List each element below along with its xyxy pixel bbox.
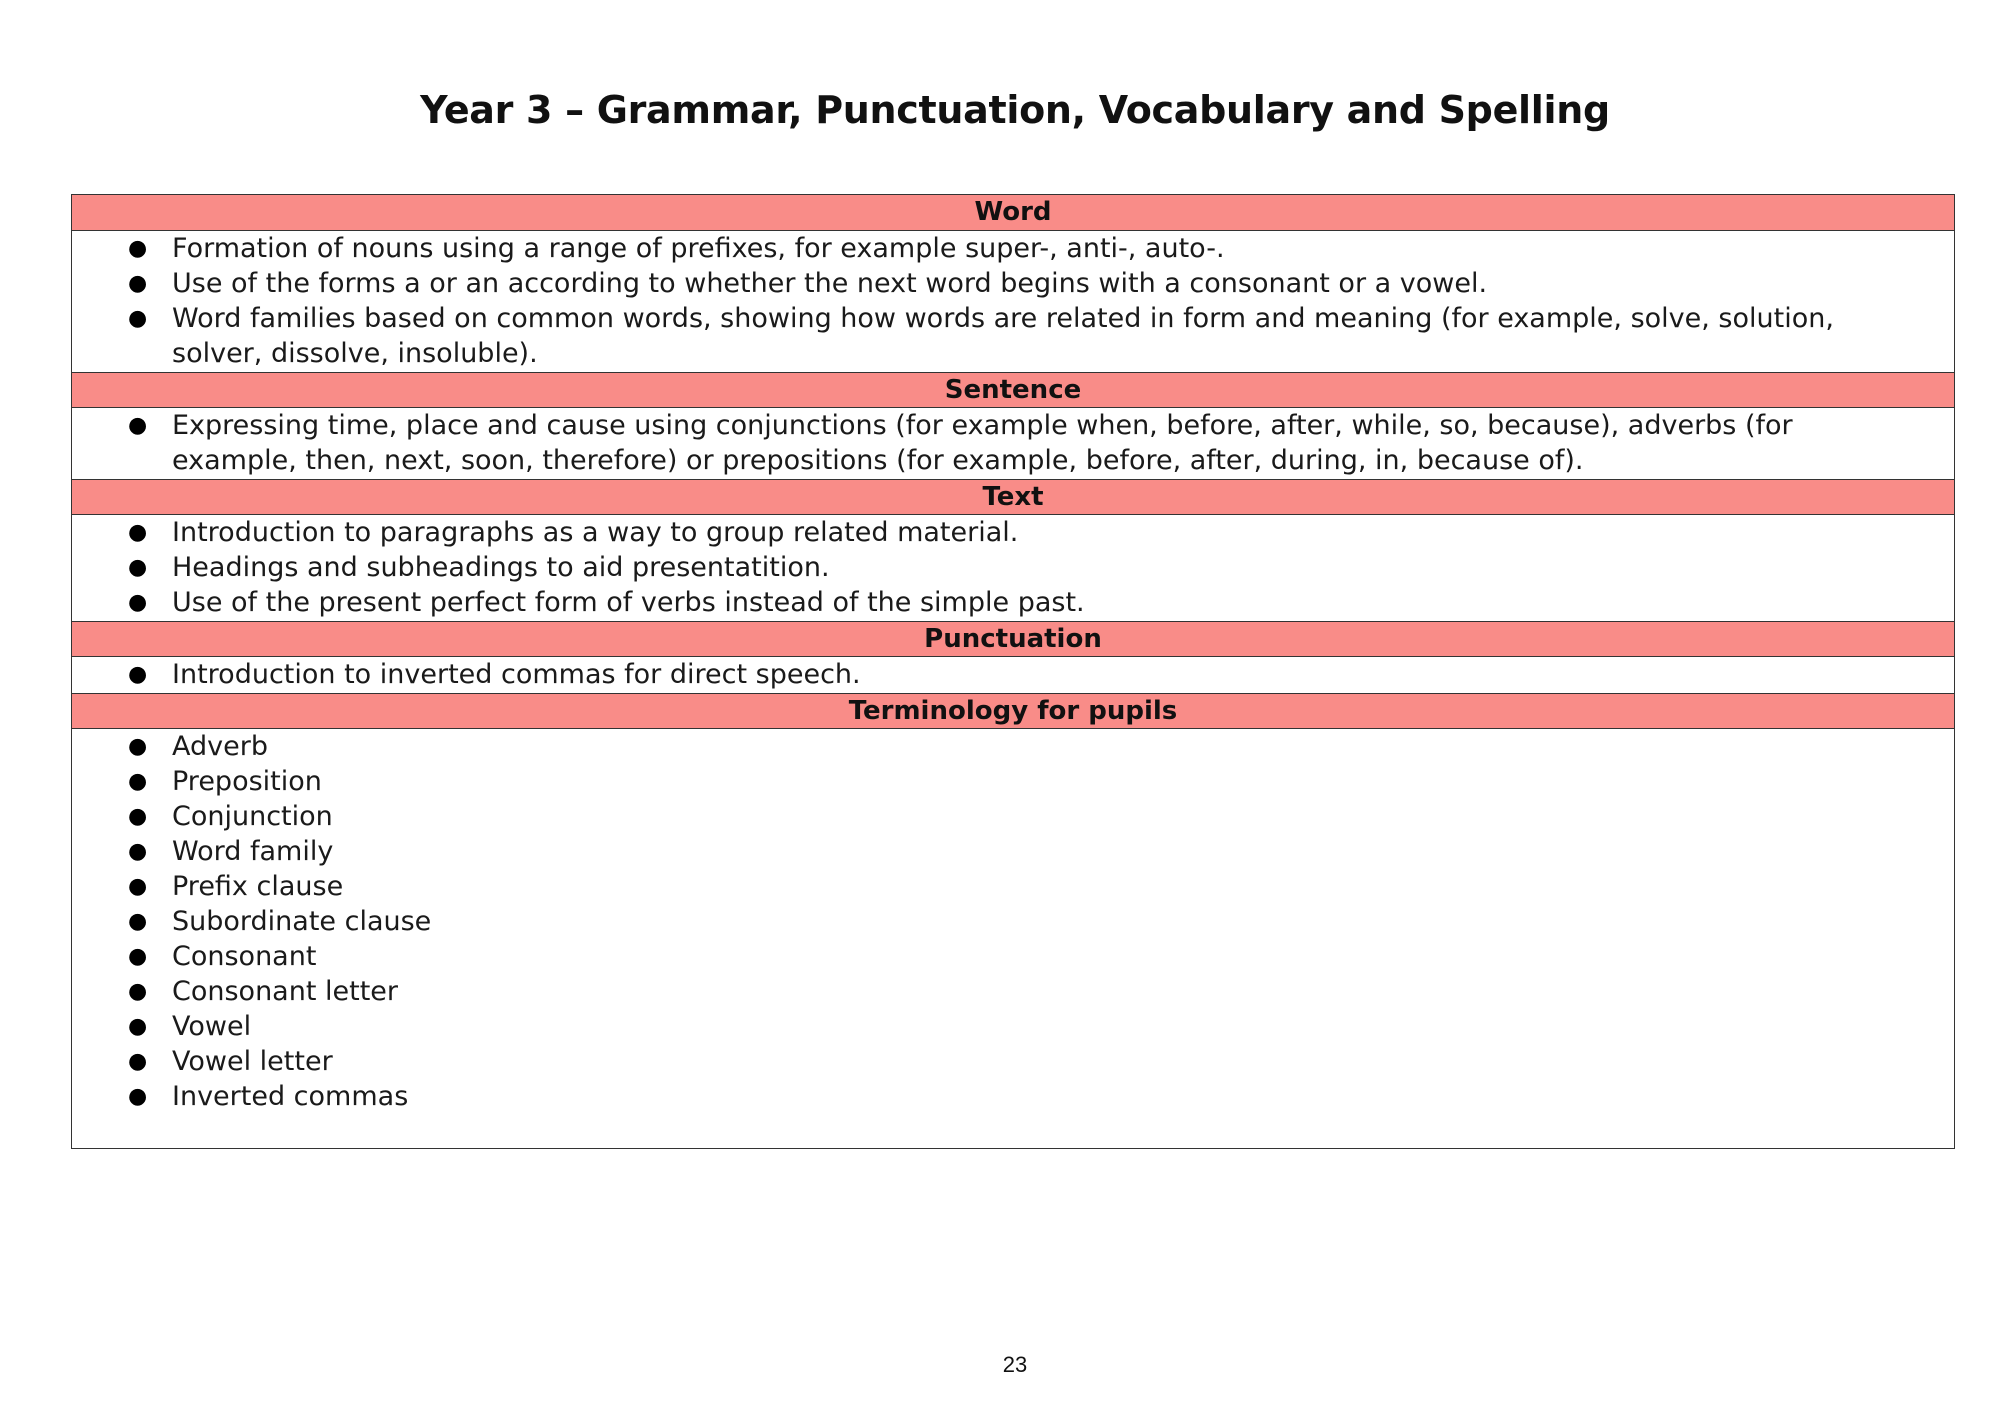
word-list bbox=[72, 231, 1954, 371]
list-item bbox=[72, 1079, 1954, 1114]
list-item-text: Use of the present perfect form of verbs instead of the simple past. bbox=[172, 587, 1085, 618]
list-item bbox=[72, 939, 1954, 974]
list-item-text: Subordinate clause bbox=[172, 906, 432, 937]
bullet-icon: ● bbox=[128, 769, 148, 794]
section-header-punctuation: Punctuation bbox=[72, 621, 1954, 656]
bullet-icon: ● bbox=[128, 1014, 148, 1039]
section-body-punctuation bbox=[72, 656, 1954, 693]
bullet-icon: ● bbox=[128, 590, 148, 615]
list-item bbox=[72, 974, 1954, 1009]
list-item-text: Preposition bbox=[172, 766, 322, 797]
list-item bbox=[72, 834, 1954, 869]
list-item-text: Prefix clause bbox=[172, 871, 344, 902]
list-item bbox=[72, 301, 1954, 371]
list-item-text: Word family bbox=[172, 836, 334, 867]
bullet-icon: ● bbox=[128, 520, 148, 545]
section-body-terminology bbox=[72, 728, 1954, 1148]
section-header-word: Word bbox=[72, 195, 1954, 230]
list-item-text: Expressing time, place and cause using conjunctions (for example when, before, after, while, so, because), adverbs (for example, then, next, soon, therefore) or prepositions (for example, before, after, during, in, because of). bbox=[172, 410, 1793, 476]
sentence-list bbox=[72, 408, 1954, 478]
bullet-icon: ● bbox=[128, 804, 148, 829]
terminology-list bbox=[72, 729, 1954, 1114]
list-item bbox=[72, 904, 1954, 939]
bullet-icon: ● bbox=[128, 1084, 148, 1109]
bullet-icon: ● bbox=[128, 413, 148, 438]
section-body-word bbox=[72, 230, 1954, 372]
list-item bbox=[72, 657, 1954, 692]
bullet-icon: ● bbox=[128, 944, 148, 969]
punctuation-list bbox=[72, 657, 1954, 692]
bullet-icon: ● bbox=[128, 236, 148, 261]
section-header-terminology: Terminology for pupils bbox=[72, 693, 1954, 728]
list-item-text: Conjunction bbox=[172, 801, 333, 832]
bullet-icon: ● bbox=[128, 1049, 148, 1074]
list-item-text: Introduction to paragraphs as a way to group related material. bbox=[172, 517, 1019, 548]
list-item-text: Vowel letter bbox=[172, 1046, 333, 1077]
list-item-text: Formation of nouns using a range of prefixes, for example super-, anti-, auto-. bbox=[172, 233, 1225, 264]
bullet-icon: ● bbox=[128, 271, 148, 296]
list-item bbox=[72, 550, 1954, 585]
section-body-text bbox=[72, 514, 1954, 621]
bullet-icon: ● bbox=[128, 979, 148, 1004]
list-item bbox=[72, 231, 1954, 266]
page-number: 23 bbox=[1002, 1352, 1028, 1377]
list-item bbox=[72, 869, 1954, 904]
bullet-icon: ● bbox=[128, 909, 148, 934]
curriculum-table bbox=[71, 194, 1955, 1149]
list-item-text: Headings and subheadings to aid presentatition. bbox=[172, 552, 830, 583]
list-item bbox=[72, 729, 1954, 764]
bullet-icon: ● bbox=[128, 839, 148, 864]
bullet-icon: ● bbox=[128, 555, 148, 580]
section-body-sentence bbox=[72, 407, 1954, 479]
page-title: Year 3 – Grammar, Punctuation, Vocabulary and Spelling bbox=[420, 88, 1610, 132]
list-item-text: Use of the forms a or an according to whether the next word begins with a consonant or a vowel. bbox=[172, 268, 1488, 299]
section-header-sentence: Sentence bbox=[72, 372, 1954, 407]
text-list bbox=[72, 515, 1954, 620]
bullet-icon: ● bbox=[128, 662, 148, 687]
list-item-text: Inverted commas bbox=[172, 1081, 409, 1112]
list-item bbox=[72, 1009, 1954, 1044]
list-item-text: Introduction to inverted commas for direct speech. bbox=[172, 659, 861, 690]
list-item bbox=[72, 799, 1954, 834]
list-item-text: Vowel bbox=[172, 1011, 252, 1042]
list-item bbox=[72, 764, 1954, 799]
list-item bbox=[72, 515, 1954, 550]
list-item-text: Adverb bbox=[172, 731, 268, 762]
list-item-text: Word families based on common words, showing how words are related in form and meaning (for example, solve, solution, solver, dissolve, insoluble). bbox=[172, 303, 1834, 369]
list-item bbox=[72, 1044, 1954, 1079]
bullet-icon: ● bbox=[128, 874, 148, 899]
list-item bbox=[72, 408, 1954, 478]
list-item bbox=[72, 585, 1954, 620]
list-item-text: Consonant letter bbox=[172, 976, 399, 1007]
list-item bbox=[72, 266, 1954, 301]
section-header-text: Text bbox=[72, 479, 1954, 514]
list-item-text: Consonant bbox=[172, 941, 317, 972]
bullet-icon: ● bbox=[128, 734, 148, 759]
bullet-icon: ● bbox=[128, 306, 148, 331]
